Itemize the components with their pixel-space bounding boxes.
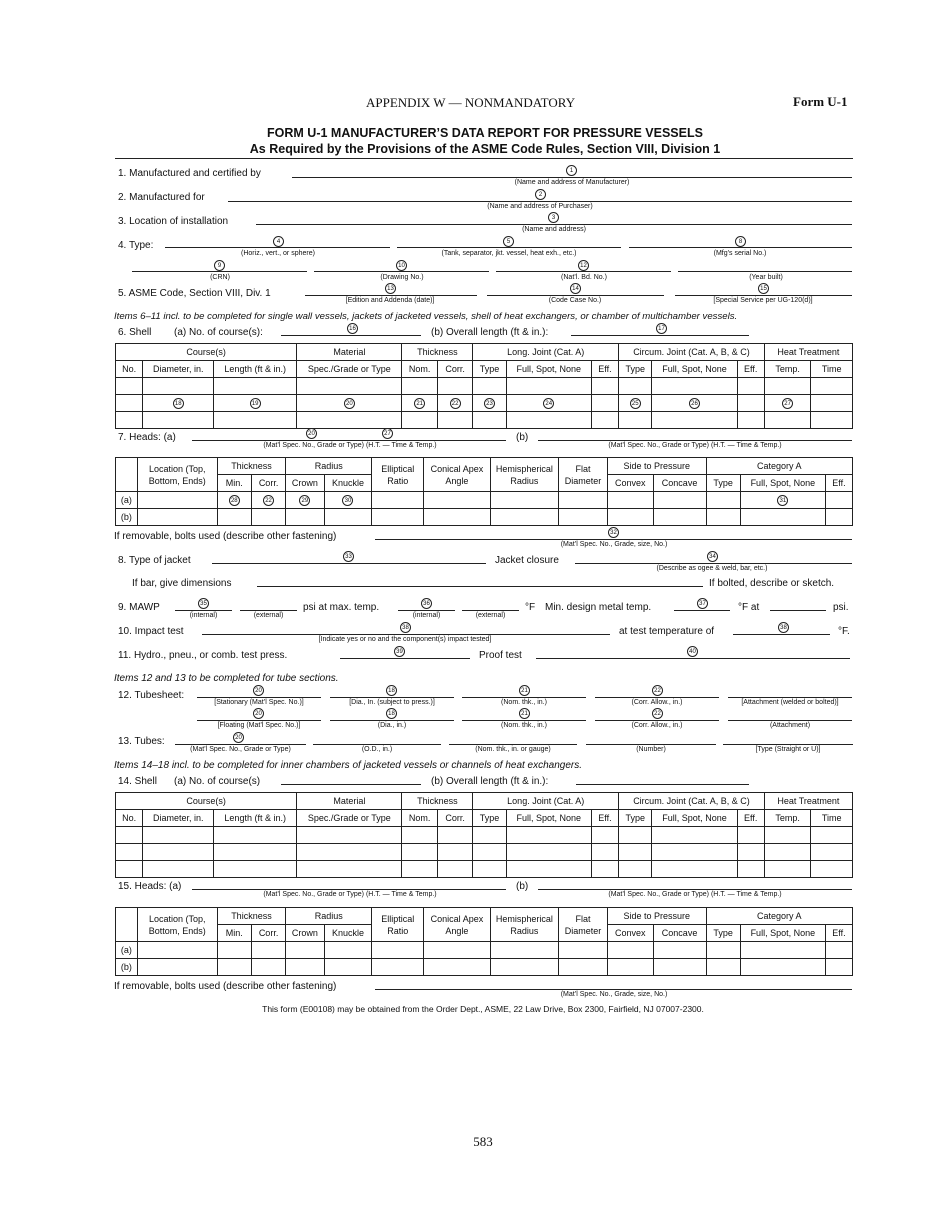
test-pressure-field[interactable] <box>340 658 470 659</box>
jacket-closure-field[interactable] <box>575 563 852 564</box>
proof-test-field[interactable] <box>536 658 850 659</box>
form-title: FORM U-1 MANUFACTURER’S DATA REPORT FOR PRESSURE VESSELS <box>267 126 703 140</box>
tubesheet-corr-field[interactable] <box>595 697 719 698</box>
table-row[interactable] <box>116 844 853 861</box>
note-items-14-18: Items 14–18 incl. to be completed for inner chambers of jacketed vessels or channels of heat exchangers. <box>114 760 583 771</box>
item-3-label: 3. Location of installation <box>118 216 229 227</box>
form-id: Form U-1 <box>793 94 848 109</box>
test-temperature-field[interactable] <box>733 634 830 635</box>
ref-1: 1 <box>566 165 577 176</box>
mdmt-pressure-field[interactable] <box>770 610 826 611</box>
note-items-6-11: Items 6–11 incl. to be completed for single wall vessels, jackets of jacketed vessels, shell of heat exchangers, or chamber of multichamber vessels. <box>114 311 738 322</box>
bolts-label: If removable, bolts used (describe other fastening) <box>114 531 337 542</box>
head-a-field[interactable] <box>192 440 506 441</box>
floating-attach-field[interactable] <box>728 720 852 721</box>
max-temp-external-field[interactable] <box>462 610 519 611</box>
mawp-external-field[interactable] <box>240 610 297 611</box>
table-row[interactable]: (b) <box>116 959 853 976</box>
item-14-label: 14. Shell <box>118 776 157 787</box>
floating-thk-field[interactable] <box>462 720 586 721</box>
manufacturer-field[interactable] <box>292 177 852 178</box>
table-row[interactable] <box>116 861 853 878</box>
tubesheet-dia-field[interactable] <box>330 697 454 698</box>
location-field[interactable] <box>256 224 852 225</box>
table-row[interactable]: (a) 28 22 29 30 31 <box>116 492 853 509</box>
note-items-12-13: Items 12 and 13 to be completed for tube sections. <box>114 673 339 684</box>
inner-shell-courses-field[interactable] <box>281 784 421 785</box>
table-row[interactable]: (a) <box>116 942 853 959</box>
item-8-label: 8. Type of jacket <box>118 555 191 566</box>
table-row[interactable] <box>116 412 853 429</box>
form-subtitle: As Required by the Provisions of the ASME Code Rules, Section VIII, Division 1 <box>249 142 721 156</box>
table-row[interactable]: (b) <box>116 509 853 526</box>
ref-3: 3 <box>548 212 559 223</box>
purchaser-field[interactable] <box>228 201 852 202</box>
bolts-label-2: If removable, bolts used (describe other fastening) <box>114 981 337 992</box>
mawp-internal-field[interactable] <box>175 610 232 611</box>
impact-test-field[interactable] <box>202 634 610 635</box>
crn-field[interactable] <box>132 271 307 272</box>
tubesheet-floating-field[interactable] <box>197 720 321 721</box>
item-11-label: 11. Hydro., pneu., or comb. test press. <box>118 650 288 661</box>
type-orientation-field[interactable] <box>165 247 390 248</box>
inner-shell-length-field[interactable] <box>576 784 749 785</box>
inner-shell-table: Course(s) Material Thickness Long. Joint (Cat. A) Circum. Joint (Cat. A, B, & C) Heat Treatment No. Diameter, in. Length (ft & in.) Spec./Grade or Type Nom. Corr. Type Full, Spot, None Eff. Type Full, Spot, None Eff. Temp. Time <box>115 792 853 878</box>
serial-field[interactable] <box>629 247 852 248</box>
jacket-type-field[interactable] <box>212 563 486 564</box>
table-row[interactable] <box>116 378 853 395</box>
shell-courses-field[interactable] <box>281 335 421 336</box>
item-1-label: 1. Manufactured and certified by <box>118 168 261 179</box>
inner-head-a-field[interactable] <box>192 889 506 890</box>
inner-heads-table: Location (Top, Bottom, Ends) Thickness Radius Elliptical Ratio Conical Apex Angle Hemispherical Radius Flat Diameter Side to Pressure Category A Min. Corr. Crown Knuckle Convex Concave Type Full, Spot, None Eff. (a) (b) <box>115 907 853 976</box>
item-6-label: 6. Shell <box>118 327 152 338</box>
floating-corr-field[interactable] <box>595 720 719 721</box>
tubesheet-thk-field[interactable] <box>462 697 586 698</box>
tubes-type-field[interactable] <box>723 744 853 745</box>
page-number: 583 <box>473 1134 493 1149</box>
edition-field[interactable] <box>305 295 477 296</box>
tubesheet-stationary-field[interactable] <box>197 697 321 698</box>
item-9-label: 9. MAWP <box>118 602 160 613</box>
code-case-field[interactable] <box>487 295 664 296</box>
head-b-field[interactable] <box>538 440 852 441</box>
inner-head-b-field[interactable] <box>538 889 852 890</box>
tubes-number-field[interactable] <box>586 744 716 745</box>
ref-2: 2 <box>535 189 546 200</box>
table-row[interactable] <box>116 827 853 844</box>
item-7-label: 7. Heads: (a) <box>118 432 176 443</box>
tubes-material-field[interactable] <box>175 744 306 745</box>
shell-length-field[interactable] <box>571 335 749 336</box>
table-row[interactable]: 18 19 20 21 22 23 24 25 26 27 <box>116 395 853 412</box>
item-15-label: 15. Heads: (a) <box>118 881 182 892</box>
mdmt-field[interactable] <box>674 610 730 611</box>
tubes-thk-field[interactable] <box>449 744 577 745</box>
special-service-field[interactable] <box>675 295 852 296</box>
bolts-field-2[interactable] <box>375 989 852 990</box>
footer-note: This form (E00108) may be obtained from the Order Dept., ASME, 22 Law Drive, Box 2300, Fairfield, NJ 07007-2300. <box>262 1004 704 1014</box>
floating-dia-field[interactable] <box>330 720 454 721</box>
item-13-label: 13. Tubes: <box>118 736 165 747</box>
item-10-label: 10. Impact test <box>118 626 184 637</box>
running-header: APPENDIX W — NONMANDATORY <box>366 95 576 110</box>
item-5-label: 5. ASME Code, Section VIII, Div. 1 <box>118 288 271 299</box>
bolts-field[interactable] <box>375 539 852 540</box>
item-12-label: 12. Tubesheet: <box>118 690 185 701</box>
shell-table: Course(s) Material Thickness Long. Joint (Cat. A) Circum. Joint (Cat. A, B, & C) Heat Treatment No. Diameter, in. Length (ft & in.) Spec./Grade or Type Nom. Corr. Type Full, Spot, None Eff. Type Full, Spot, None Eff. Temp. Time 18 19 20 21 22 23 24 25 26 27 <box>115 343 853 429</box>
bar-dimensions-field[interactable] <box>257 586 703 587</box>
item-4-label: 4. Type: <box>118 240 154 251</box>
max-temp-internal-field[interactable] <box>398 610 455 611</box>
tubes-od-field[interactable] <box>313 744 441 745</box>
item-2-label: 2. Manufactured for <box>118 192 205 203</box>
year-built-field[interactable] <box>678 271 852 272</box>
tubesheet-attach-field[interactable] <box>728 697 852 698</box>
heads-table: Location (Top, Bottom, Ends) Thickness Radius Elliptical Ratio Conical Apex Angle Hemispherical Radius Flat Diameter Side to Pressure Category A Min. Corr. Crown Knuckle Convex Concave Type Full, Spot, None Eff. (a) 28 22 29 30 31 (b) <box>115 457 853 526</box>
